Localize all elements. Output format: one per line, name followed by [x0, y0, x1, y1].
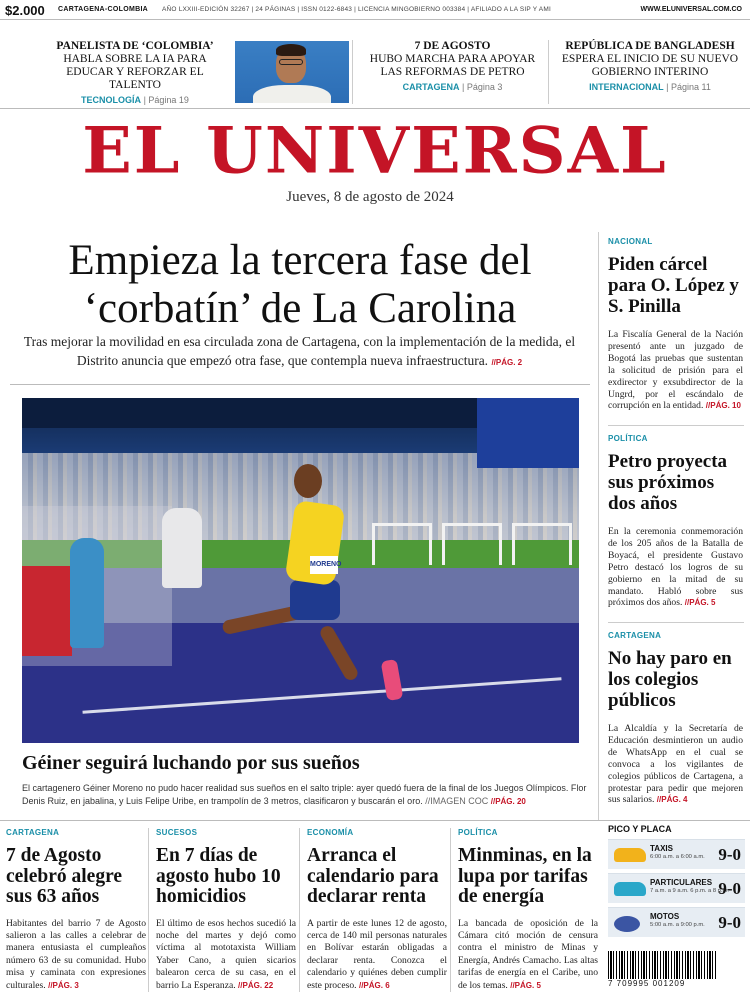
- issue-date: Jueves, 8 de agosto de 2024: [286, 189, 454, 205]
- section-label: SUCESOS: [156, 828, 198, 837]
- bottom-story-sucesos[interactable]: [156, 828, 296, 992]
- pyp-row-taxis: TAXIS 6:00 a.m. a 6:00 a.m. 9-0: [608, 839, 745, 869]
- plate-digits: 9-0: [718, 879, 741, 898]
- teaser-kicker: PANELISTA DE ‘COLOMBIA’: [56, 40, 214, 52]
- taxi-icon: [614, 848, 646, 862]
- section-label: NACIONAL: [608, 237, 653, 246]
- pico-y-placa-title: PICO Y PLACA: [608, 824, 672, 834]
- teaser-section: INTERNACIONAL | Página 11: [589, 82, 711, 92]
- story-body: La Alcaldía y la Secretaría de Educación desmintieron un audio de WhatsApp en el cual se convoca a los vigilantes de colegios públicos de Cartagena, a protestar para pedir que mejoren sus salarios. //PÁG. 4: [608, 723, 743, 806]
- teaser-text: HABLA SOBRE LA IA PARA EDUCAR Y REFORZAR EL TALENTO: [63, 53, 207, 91]
- section-label: POLÍTICA: [458, 828, 498, 837]
- car-icon: [614, 882, 646, 896]
- photo-credit: //IMAGEN COC: [425, 796, 489, 806]
- athlete-bib: MORENO: [310, 556, 338, 574]
- story-title: Piden cárcel para O. López y S. Pinilla: [608, 254, 739, 317]
- teaser-internacional[interactable]: [555, 40, 745, 92]
- plate-digits: 9-0: [718, 913, 741, 932]
- pyp-row-motos: MOTOS 5:00 a.m. a 9:00 p.m. 9-0: [608, 907, 745, 937]
- section-label: CARTAGENA: [6, 828, 60, 837]
- story-cartagena[interactable]: [608, 631, 743, 806]
- teaser-tecnologia[interactable]: [40, 40, 230, 105]
- story-title: Petro proyecta sus próximos dos años: [608, 451, 728, 514]
- section-label: ECONOMÍA: [307, 828, 354, 837]
- teaser-photo: [235, 41, 349, 103]
- page-ref: //PÁG. 20: [490, 797, 526, 806]
- teaser-text: HUBO MARCHA PARA APOYAR LAS REFORMAS DE PETRO: [369, 53, 536, 78]
- barcode-digits: 7 709995 001209: [608, 979, 686, 988]
- teaser-section: CARTAGENA | Página 3: [402, 82, 503, 92]
- plate-digits: 9-0: [718, 845, 741, 864]
- teaser-section: TECNOLOGÍA | Página 19: [81, 95, 189, 105]
- teaser-kicker: REPÚBLICA DE BANGLADESH: [565, 40, 735, 52]
- teaser-text: ESPERA EL INICIO DE SU NUEVO GOBIERNO INTERINO: [561, 53, 739, 78]
- story-body: En la ceremonia conmemoración de los 205 años de la Batalla de Boyacá, el presidente Gustavo Petro destacó los logros de su gobierno en la mitad de su mandato. Habló sobre sus próximos dos años. //PÁG. 5: [608, 526, 743, 609]
- story-body: La Fiscalía General de la Nación presentó ante un juzgado de Bogotá las pruebas que sustentan la solicitud de prisión para el exdirector y exsubdirector de la Ungrd, por el escándalo de corrupción en la entidad. //PÁG. 10: [608, 329, 743, 412]
- city-label: CARTAGENA-COLOMBIA: [58, 6, 149, 13]
- top-bar: [0, 0, 750, 20]
- masthead-logo: EL UNIVERSAL: [82, 113, 668, 189]
- teaser-cartagena[interactable]: [360, 40, 545, 92]
- story-body: El último de esos hechos sucedió la noche del martes y dejó como víctima al mototaxista William Yaber Cano, a quien sicarios balearon cerca de su casa, en el barrio La Esperanza. //PÁG. 22: [156, 917, 296, 991]
- bottom-story-politica[interactable]: [458, 828, 598, 992]
- edition-info: AÑO LXXIII-EDICIÓN 32267 | 24 PÁGINAS | ISSN 0122-6843 | LICENCIA MINGOBIERNO 003384 | AFILIADO A LA SIP Y AMI: [162, 6, 551, 13]
- bottom-story-economia[interactable]: [307, 828, 447, 992]
- story-body: La bancada de oposición de la Cámara citó moción de censura contra el ministro de Minas y Energía, Andrés Camacho. Las altas tarifas de energía en el Caribe, uno de los temas. //PÁG. 5: [458, 917, 598, 991]
- story-title: No hay paro en los colegios públicos: [608, 648, 732, 711]
- story-body: Habitantes del barrio 7 de Agosto salieron a las calles a celebrar de manera entusiasta el cumpleaños número 63 de su comunidad. Hubo misa y caminata con expresiones culturales. //PÁG. 3: [6, 917, 146, 991]
- story-title: 7 de Agosto celebró alegre sus 63 años: [6, 845, 123, 907]
- motorcycle-icon: [614, 916, 640, 932]
- main-deck: Tras mejorar la movilidad en esa circulada zona de Cartagena, con la implementación de la medida, el Distrito anuncia que empezó otra fase, que contempla nueva infraestructura. //PÁG. 2: [23, 334, 576, 368]
- photo-caption: El cartagenero Géiner Moreno no pudo hacer realidad sus sueños en el salto triple: ayer quedó fuera de la final de los Juegos Olímpicos. Flor Denis Ruiz, en jabalina, y Luis Felipe Uribe, en trampolín de 3 metros, clasificaron y buscarán el oro. //IMAGEN COC //PÁG. 20: [22, 783, 587, 806]
- bottom-story-cartagena[interactable]: [6, 828, 146, 992]
- main-headline[interactable]: Empieza la tercera fase del ‘corbatín’ de La Carolina: [68, 237, 532, 332]
- teaser-kicker: 7 DE AGOSTO: [414, 40, 491, 52]
- story-body: A partir de este lunes 12 de agosto, cerca de 140 mil personas naturales en Bolívar estarán obligadas a declarar renta. Conozca el calendario y quiénes deben cumplir este proceso. //PÁG. 6: [307, 917, 447, 991]
- story-title: Minminas, en la lupa por tarifas de energía: [458, 845, 592, 907]
- website-link[interactable]: WWW.ELUNIVERSAL.COM.CO: [640, 6, 742, 13]
- story-title: Arranca el calendario para declarar renta: [307, 845, 439, 907]
- photo-caption-title[interactable]: Géiner seguirá luchando por sus sueños: [22, 752, 360, 774]
- pyp-row-particulares: PARTICULARES 7 a.m. a 9 a.m. 6 p.m. a 8 p.m. 9-0: [608, 873, 745, 903]
- story-title: En 7 días de agosto hubo 10 homicidios: [156, 845, 281, 907]
- athlete-photo: [22, 398, 579, 743]
- pico-y-placa-box: [608, 824, 745, 949]
- page-ref: //PÁG. 2: [491, 358, 523, 367]
- story-nacional[interactable]: [608, 237, 743, 412]
- barcode-bars: [608, 951, 718, 979]
- story-politica[interactable]: [608, 434, 743, 609]
- barcode: [608, 951, 718, 989]
- section-label: CARTAGENA: [608, 631, 662, 640]
- section-label: POLÍTICA: [608, 434, 648, 443]
- price: $2.000: [5, 3, 45, 18]
